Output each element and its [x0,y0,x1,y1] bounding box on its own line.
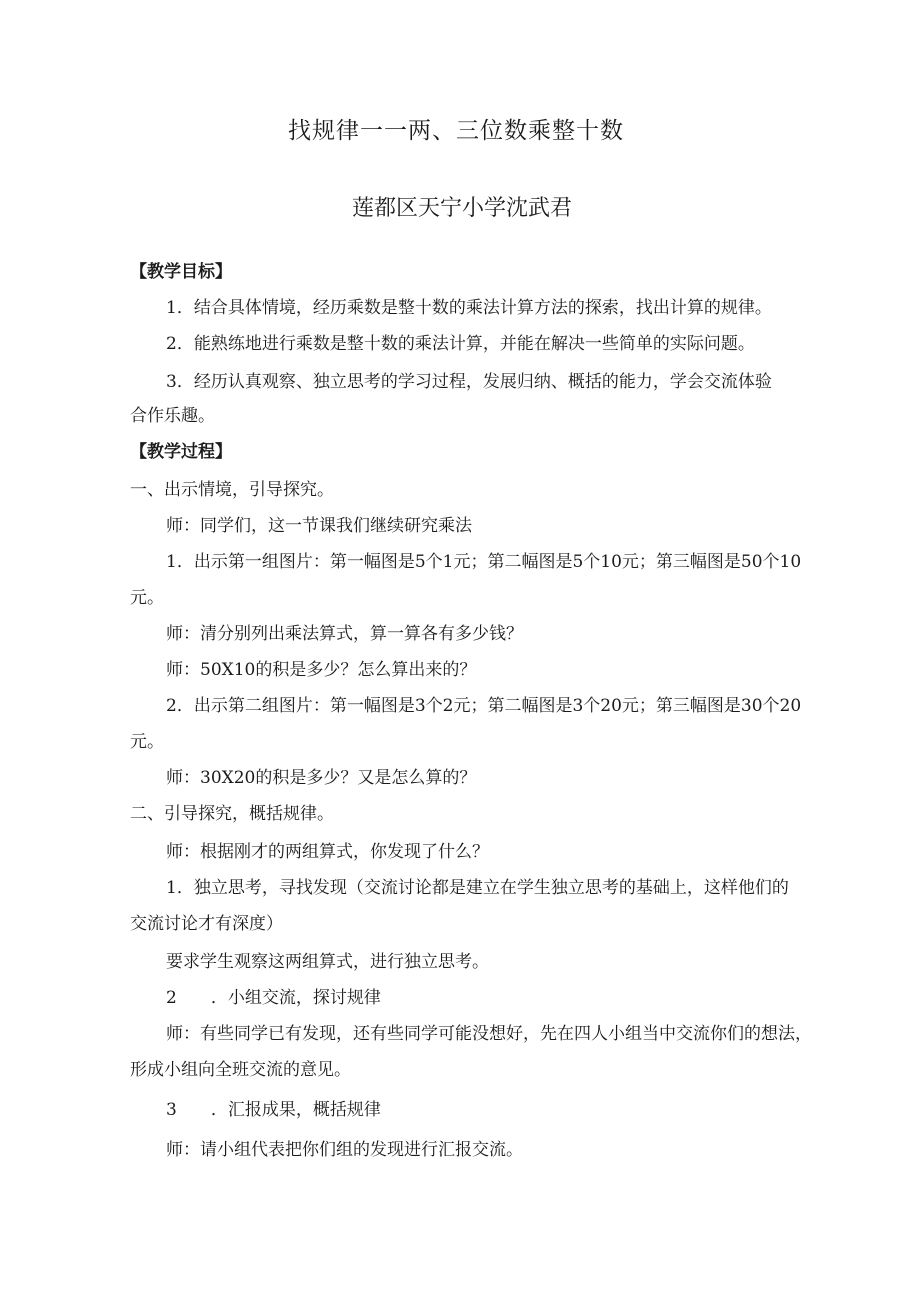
process-line: 师：30X20的积是多少？又是怎么算的？ [166,768,477,788]
process-line: 师：清分别列出乘法算式，算一算各有多少钱？ [166,624,523,644]
goal-item-continuation: 合作乐趣。 [130,406,215,426]
process-line: 师：请小组代表把你们组的发现进行汇报交流。 [166,1140,523,1160]
goal-item: 3．经历认真观察、独立思考的学习过程，发展归纳、概括的能力，学会交流体验 [166,372,772,392]
page-title: 找规律一一两、三位数乘整十数 [288,118,624,144]
process-line-continuation: 形成小组向全班交流的意见。 [130,1060,351,1080]
process-line: 要求学生观察这两组算式，进行独立思考。 [166,952,489,972]
process-line: 师：有些同学已有发现，还有些同学可能没想好，先在四人小组当中交流你们的想法， [166,1024,812,1044]
process-line-continuation: 元。 [130,588,164,608]
section-heading-goals: 【教学目标】 [130,262,232,282]
process-subheading: 一、出示情境，引导探究。 [130,480,334,500]
process-line: 1．出示第一组图片：第一幅图是5个1元；第二幅图是5个10元；第三幅图是50个10 [166,552,802,572]
process-line: 3 ．汇报成果，概括规律 [166,1100,381,1120]
process-line: 2 ．小组交流，探讨规律 [166,988,381,1008]
process-subheading: 二、引导探究，概括规律。 [130,804,334,824]
goal-item: 2．能熟练地进行乘数是整十数的乘法计算，并能在解决一些简单的实际问题。 [166,334,755,354]
process-line: 2．出示第二组图片：第一幅图是3个2元；第二幅图是3个20元；第三幅图是30个20 [166,696,802,716]
process-line: 师：根据刚才的两组算式，你发现了什么？ [166,842,489,862]
goal-item: 1．结合具体情境，经历乘数是整十数的乘法计算方法的探索，找出计算的规律。 [166,298,772,318]
process-line-continuation: 元。 [130,732,164,752]
section-heading-process: 【教学过程】 [130,442,232,462]
process-line: 1．独立思考，寻找发现（交流讨论都是建立在学生独立思考的基础上，这样他们的 [166,878,789,898]
author-line: 莲都区天宁小学沈武君 [352,196,573,221]
process-line: 师：50X10的积是多少？怎么算出来的？ [166,660,477,680]
process-line-continuation: 交流讨论才有深度） [130,914,283,934]
process-line: 师：同学们，这一节课我们继续研究乘法 [166,516,472,536]
